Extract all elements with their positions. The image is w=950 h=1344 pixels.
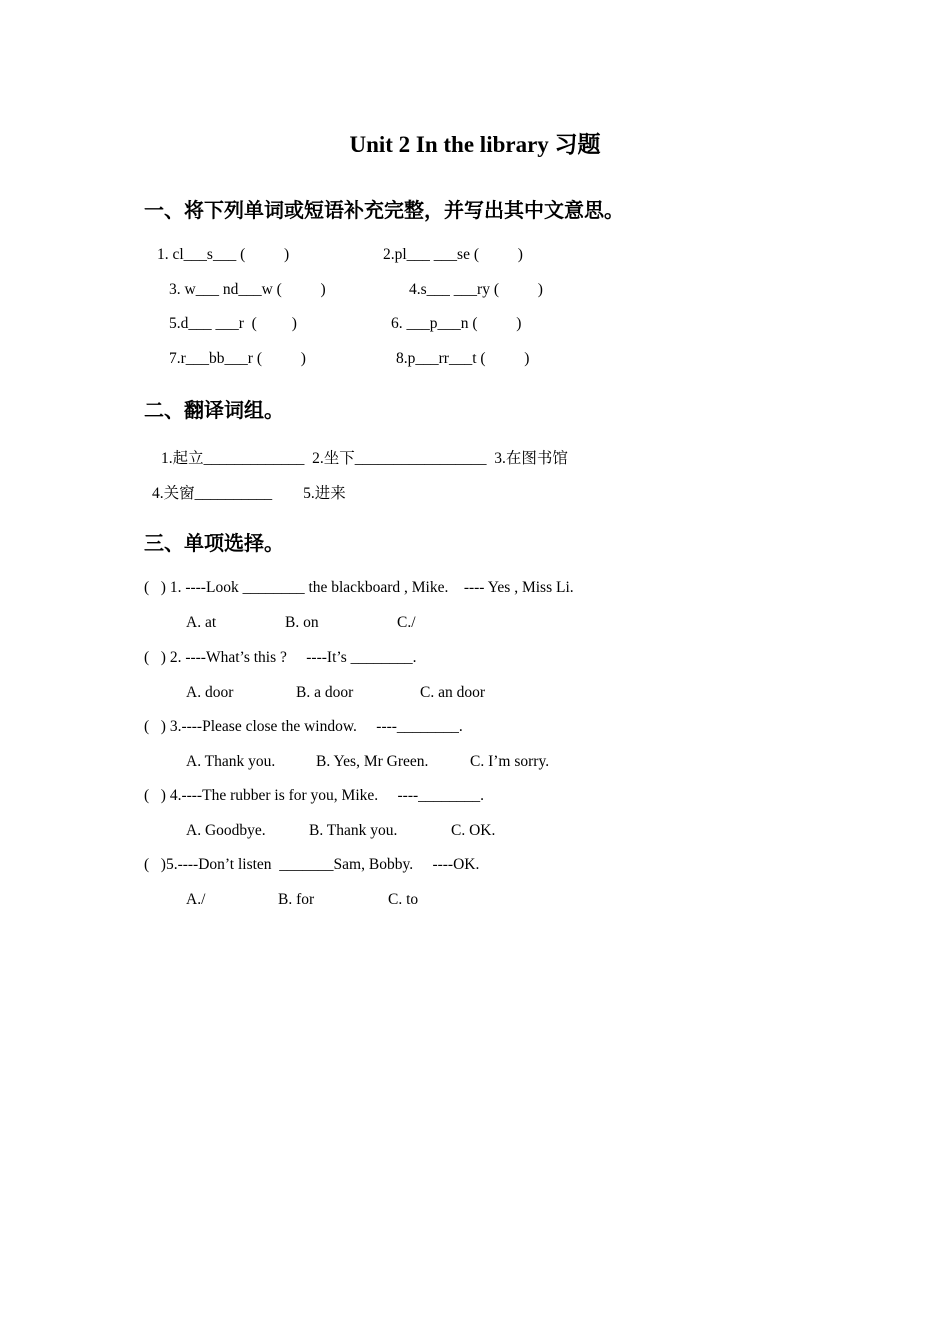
question-5-option-c: C. to [388, 891, 419, 908]
question-2-option-b: B. a door [296, 684, 354, 701]
question-1-option-c: C./ [397, 614, 416, 631]
page-title: Unit 2 In the library 习题 [349, 132, 601, 157]
phrase-line-2: 4.关窗__________ 5.进来 [152, 485, 346, 502]
question-5-option-b: B. for [278, 891, 315, 908]
section-1-heading: 一、将下列单词或短语补充完整，并写出其中文意思。 [144, 200, 624, 222]
question-5-stem: ( )5.----Don’t listen _______Sam, Bobby. ----OK. [144, 856, 480, 873]
word-item-6: 6. ___p___n ( ) [391, 315, 522, 332]
question-1-stem: ( ) 1. ----Look ________ the blackboard , Mike. ---- Yes , Miss Li. [144, 579, 574, 596]
question-4-option-c: C. OK. [451, 822, 496, 839]
word-item-1: 1. cl___s___ ( ) [157, 246, 290, 263]
question-2-stem: ( ) 2. ----What’s this ? ----It’s ________. [144, 649, 417, 666]
question-1-option-b: B. on [285, 614, 319, 631]
question-3-option-b: B. Yes, Mr Green. [316, 753, 429, 770]
question-3-stem: ( ) 3.----Please close the window. ----________. [144, 718, 463, 735]
question-2-option-c: C. an door [420, 684, 486, 701]
question-4-option-b: B. Thank you. [309, 822, 398, 839]
question-3-option-a: A. Thank you. [186, 753, 276, 770]
question-2-option-a: A. door [186, 684, 234, 701]
word-item-4: 4.s___ ___ry ( ) [409, 281, 543, 298]
section-3-heading: 三、单项选择。 [144, 533, 284, 555]
word-item-3: 3. w___ nd___w ( ) [169, 281, 326, 298]
question-4-option-a: A. Goodbye. [186, 822, 266, 839]
phrase-line-1: 1.起立_____________ 2.坐下_________________ 3.在图书馆 [161, 450, 568, 467]
question-1-option-a: A. at [186, 614, 217, 631]
section-2-heading: 二、翻译词组。 [144, 400, 284, 422]
word-item-5: 5.d___ ___r ( ) [169, 315, 297, 332]
word-item-8: 8.p___rr___t ( ) [396, 350, 530, 367]
question-5-option-a: A./ [186, 891, 206, 908]
word-item-7: 7.r___bb___r ( ) [169, 350, 306, 367]
question-3-option-c: C. I’m sorry. [470, 753, 550, 770]
word-item-2: 2.pl___ ___se ( ) [383, 246, 523, 263]
question-4-stem: ( ) 4.----The rubber is for you, Mike. ----________. [144, 787, 485, 804]
